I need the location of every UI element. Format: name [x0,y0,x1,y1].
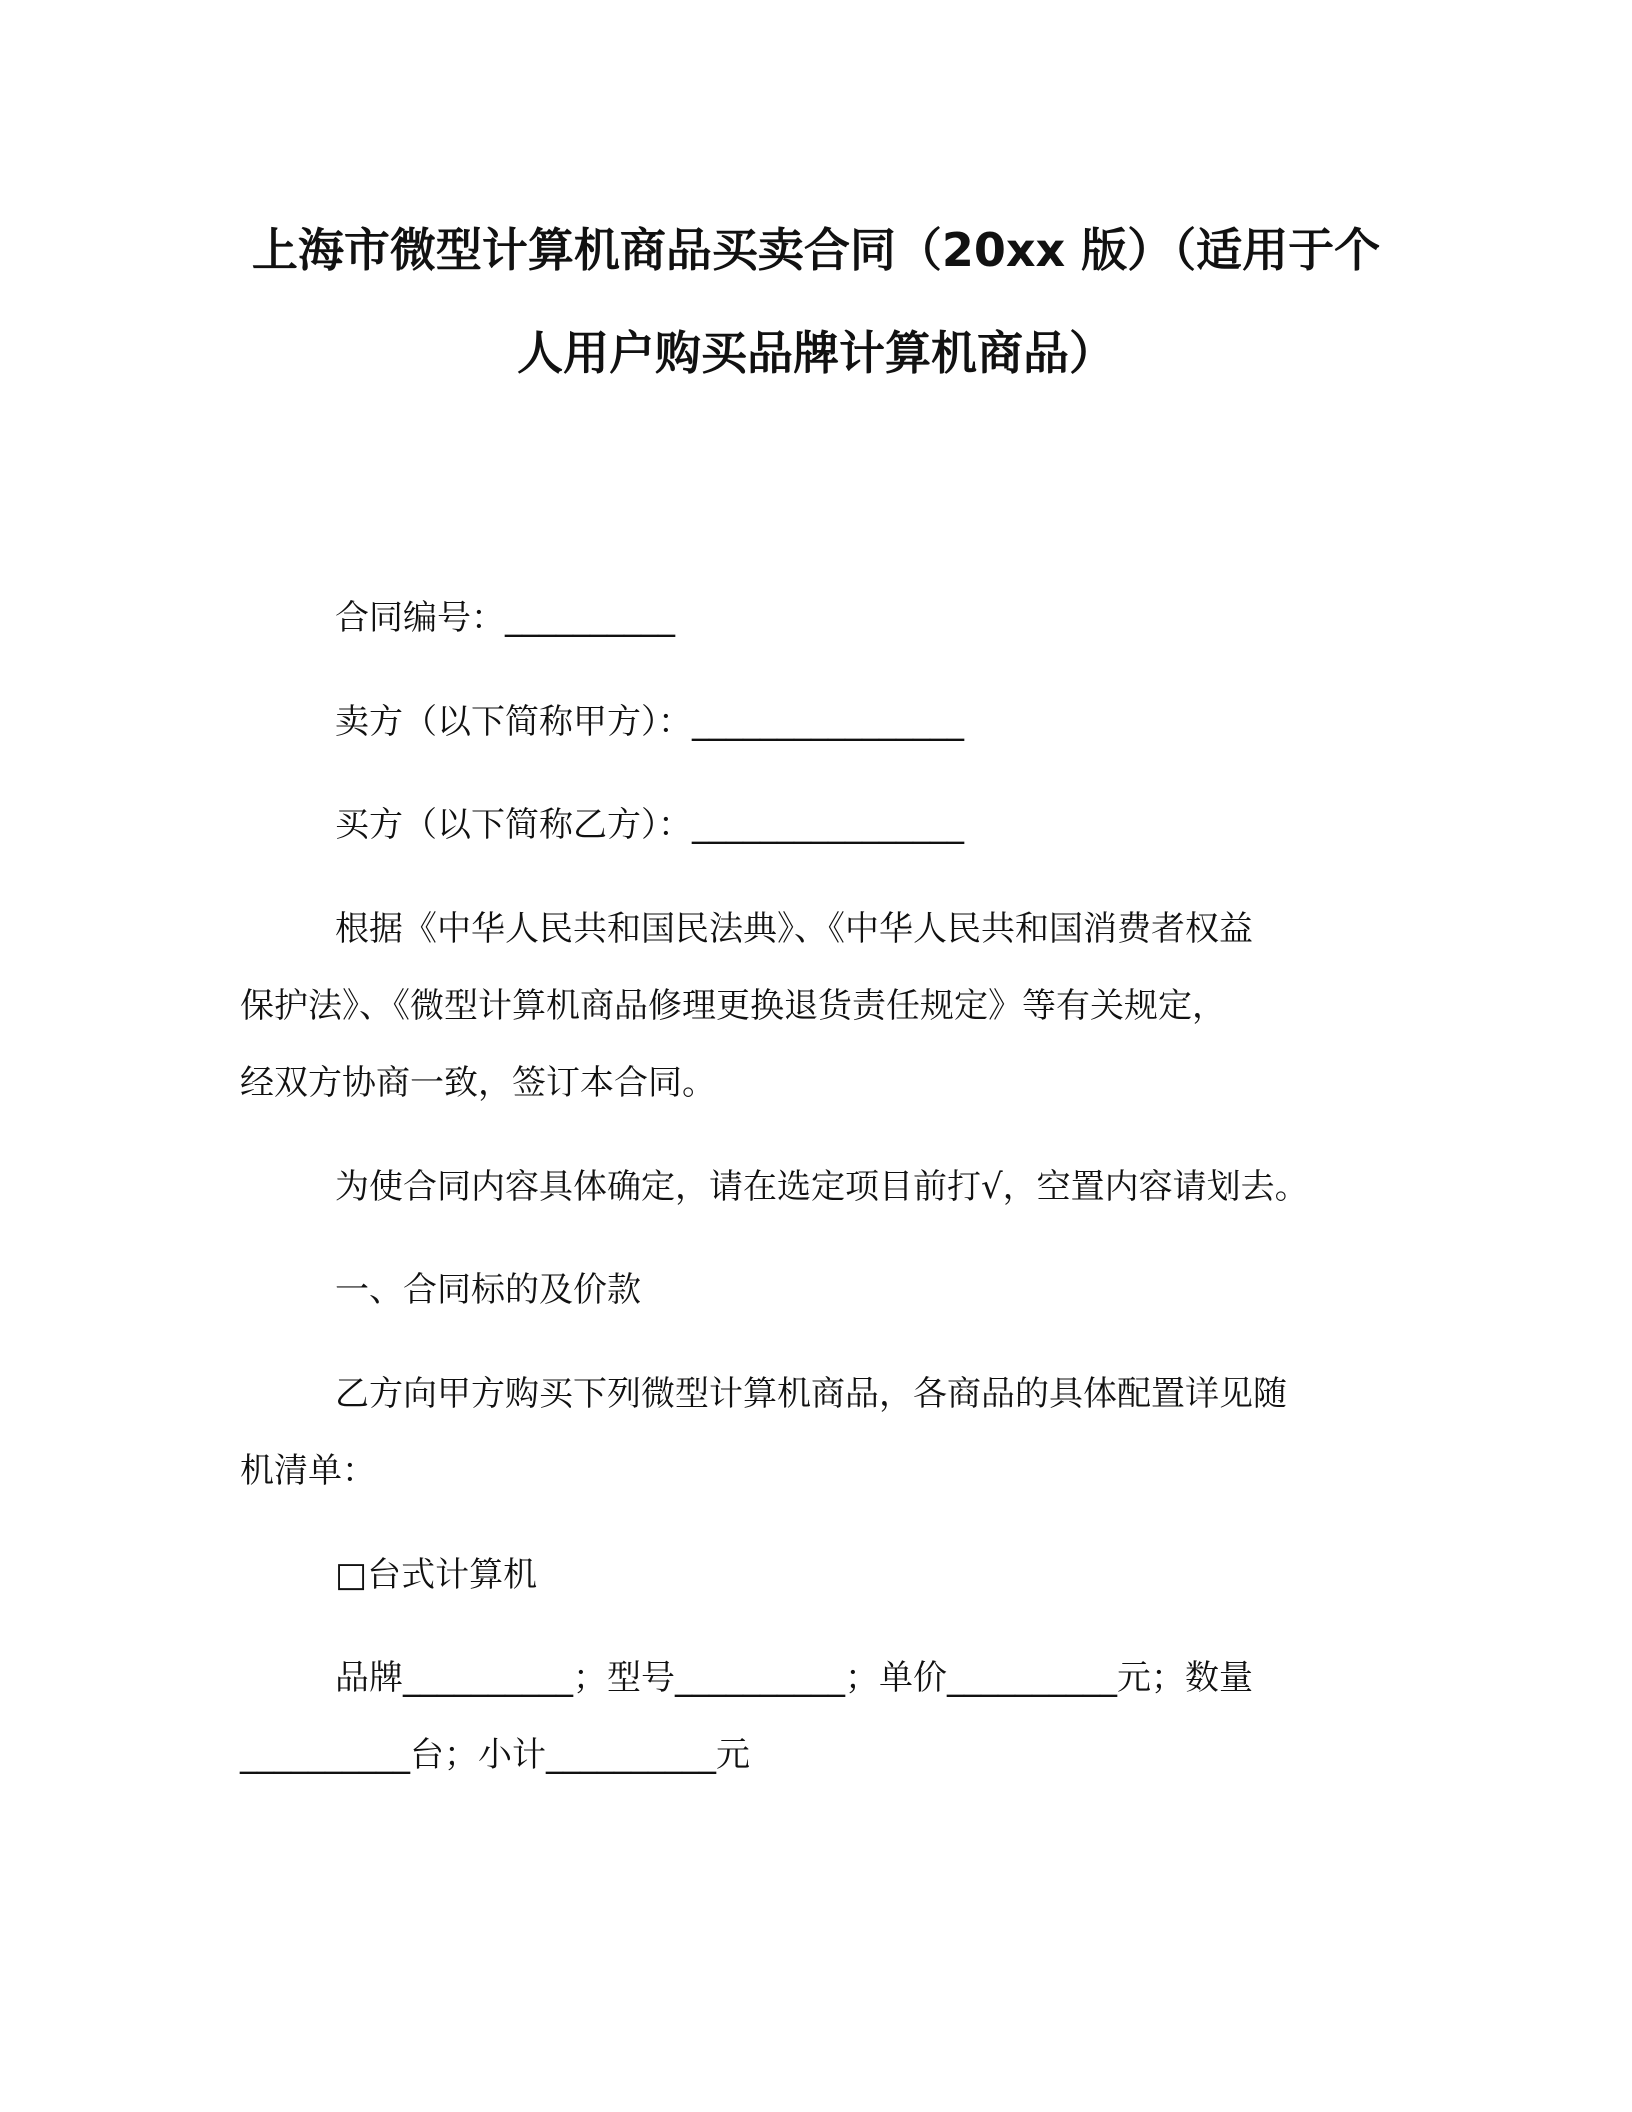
legal-basis-line-2: 保护法》、《微型计算机商品修理更换退货责任规定》等有关规定， [240,986,1226,1026]
desktop-fields-line-2: __________台；小计__________元 [240,1735,750,1775]
legal-basis-line-1: 根据《中华人民共和国民法典》、《中华人民共和国消费者权益 [335,909,1253,949]
document-title-line-2: 人用户购买品牌计算机商品） [517,326,1115,380]
section-1-intro-line-1: 乙方向甲方购买下列微型计算机商品，各商品的具体配置详见随 [335,1374,1287,1414]
desktop-computer-option: □台式计算机 [335,1555,538,1595]
document-title-line-1: 上海市微型计算机商品买卖合同（20xx 版）（适用于个 [251,223,1381,277]
instruction-text: 为使合同内容具体确定，请在选定项目前打√，空置内容请划去。 [335,1167,1309,1207]
section-1-heading: 一、合同标的及价款 [335,1270,641,1310]
legal-basis-line-3: 经双方协商一致，签订本合同。 [240,1063,716,1103]
desktop-fields-line-1: 品牌__________；型号__________；单价__________元；数量 [335,1658,1253,1698]
seller-field: 卖方（以下简称甲方）：________________ [335,702,964,742]
section-1-intro-line-2: 机清单： [240,1451,376,1491]
buyer-field: 买方（以下简称乙方）：________________ [335,805,964,845]
contract-number-field: 合同编号：__________ [335,598,675,638]
